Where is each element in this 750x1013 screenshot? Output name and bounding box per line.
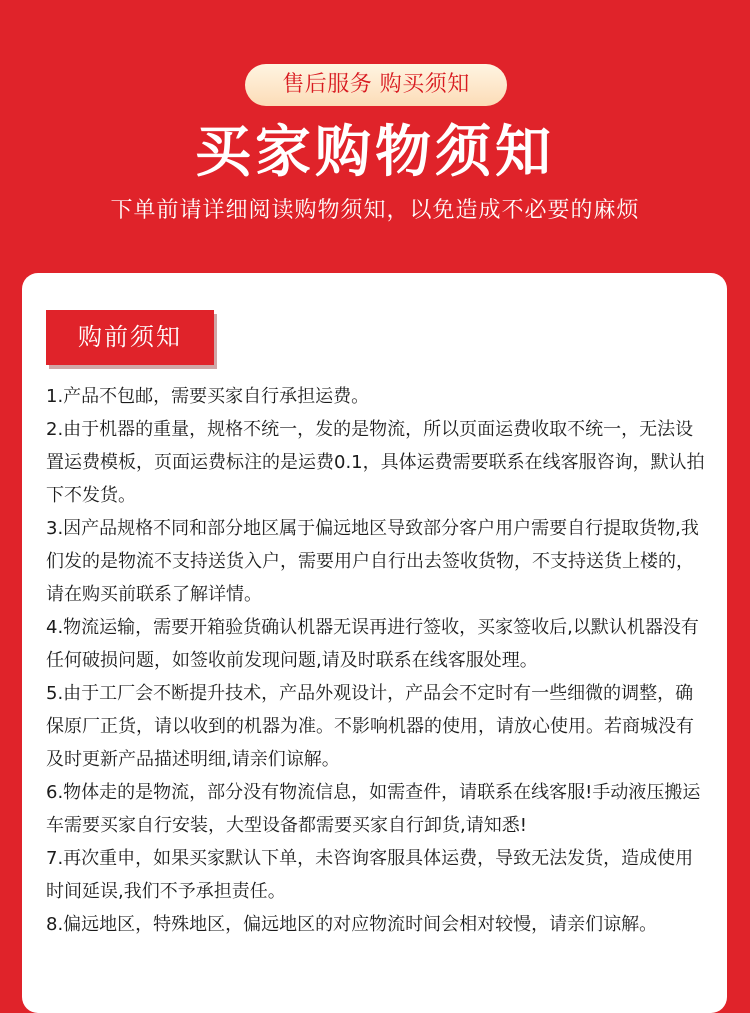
- notice-item: 2.由于机器的重量，规格不统一，发的是物流，所以页面运费收取不统一，无法设置运费模板，页面运费标注的是运费0.1，具体运费需要联系在线客服咨询，默认拍下不发货。: [46, 419, 705, 506]
- header-banner: [0, 0, 750, 272]
- notice-item: 5.由于工厂会不断提升技术，产品外观设计，产品会不定时有一些细微的调整，确保原厂正货，请以收到的机器为准。不影响机器的使用，请放心使用。若商城没有及时更新产品描述明细,请亲们谅解。: [46, 683, 694, 770]
- notice-card: [22, 273, 727, 1013]
- notice-item: 3.因产品规格不同和部分地区属于偏远地区导致部分客户用户需要自行提取货物,我们发的是物流不支持送货入户，需要用户自行出去签收货物，不支持送货上楼的，请在购买前联系了解详情。: [46, 518, 699, 605]
- notice-item: 6.物体走的是物流，部分没有物流信息，如需查件，请联系在线客服!手动液压搬运车需要买家自行安装，大型设备都需要买家自行卸货,请知悉!: [46, 782, 701, 836]
- notice-list: [46, 380, 710, 941]
- service-notice-badge: 售后服务 购买须知: [245, 64, 507, 106]
- page-subtitle: 下单前请详细阅读购物须知，以免造成不必要的麻烦: [110, 198, 640, 223]
- notice-item: 4.物流运输，需要开箱验货确认机器无误再进行签收，买家签收后,以默认机器没有任何破损问题，如签收前发现问题,请及时联系在线客服处理。: [46, 617, 699, 671]
- notice-item: 8.偏远地区，特殊地区，偏远地区的对应物流时间会相对较慢，请亲们谅解。: [46, 914, 658, 935]
- notice-item: 7.再次重申，如果买家默认下单，未咨询客服具体运费，导致无法发货，造成使用时间延误,我们不予承担责任。: [46, 848, 694, 902]
- section-title: 购前须知: [46, 310, 214, 365]
- page-title: 买家购物须知: [195, 120, 555, 185]
- notice-item: 1.产品不包邮，需要买家自行承担运费。: [46, 386, 370, 407]
